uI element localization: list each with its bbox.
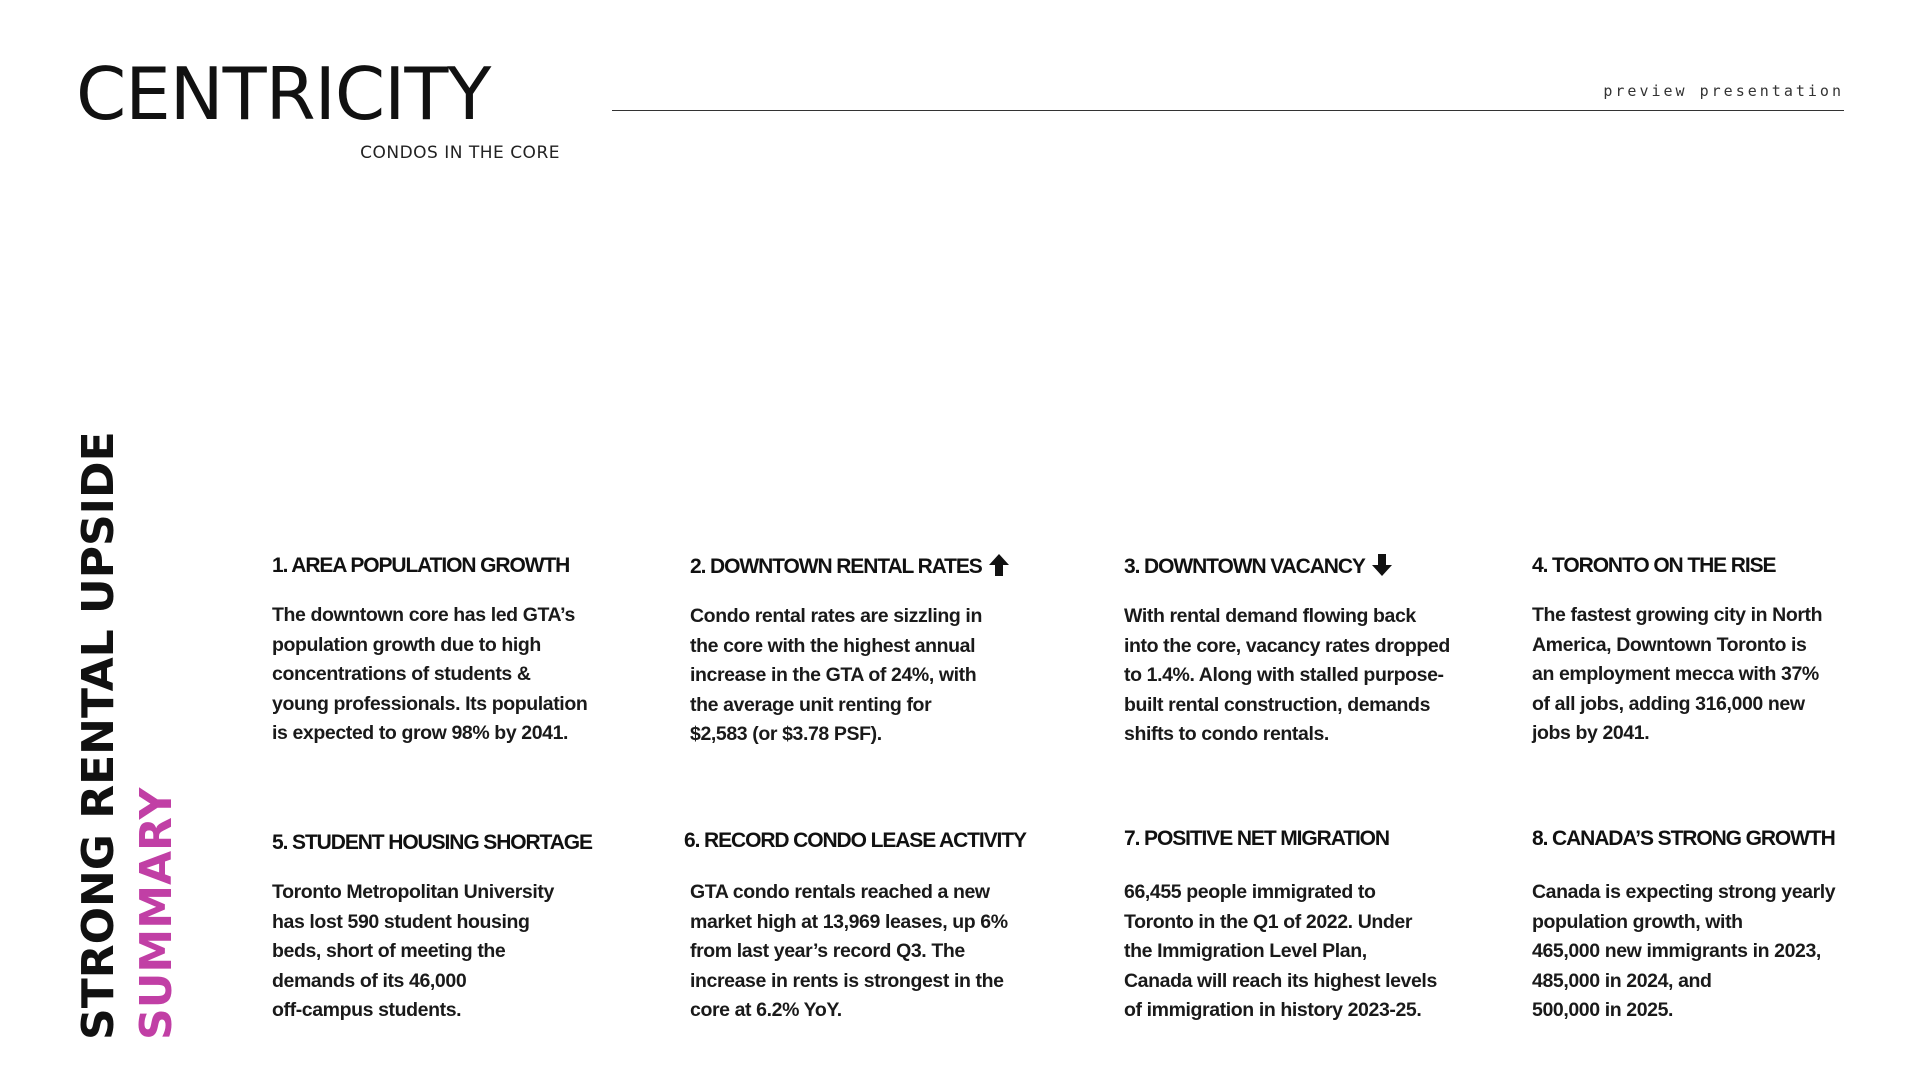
header-divider [612, 110, 1844, 111]
summary-item-vacancy [1124, 553, 1464, 750]
summary-item-toronto-rise [1532, 553, 1872, 749]
item-title: 7. POSITIVE NET MIGRATION [1124, 827, 1389, 850]
arrow-down-icon [1371, 553, 1393, 577]
item-title: 5. STUDENT HOUSING SHORTAGE [272, 831, 592, 854]
summary-item-student-housing [272, 830, 612, 1026]
item-body: The fastest growing city in North America, Downtown Toronto is an employment mecca with 37% of all jobs, adding 316,000 new jobs by 2041. [1532, 604, 1823, 744]
summary-item-net-migration [1124, 826, 1464, 1026]
item-body: 66,455 people immigrated to Toronto in the Q1 of 2022. Under the Immigration Level Plan, Canada will reach its highest levels of immigration in history 2023-25. [1124, 881, 1437, 1021]
item-body: Toronto Metropolitan University has lost 590 student housing beds, short of meeting the demands of its 46,000 off-campus students. [272, 881, 554, 1021]
preview-label: preview presentation [1603, 82, 1844, 100]
summary-item-population-growth [272, 553, 612, 749]
section-title-sub: SUMMARY [131, 787, 182, 1040]
section-title-main: STRONG RENTAL UPSIDE [73, 431, 124, 1040]
item-title: 2. DOWNTOWN RENTAL RATES [690, 553, 1030, 580]
brand-logo: CENTRICITY [76, 52, 491, 136]
item-title: 1. AREA POPULATION GROWTH [272, 554, 570, 577]
summary-item-rental-rates [690, 553, 1030, 750]
item-title: 8. CANADA’S STRONG GROWTH [1532, 827, 1835, 850]
item-title: 3. DOWNTOWN VACANCY [1124, 553, 1464, 580]
summary-item-canada-growth [1532, 826, 1872, 1026]
item-body: Condo rental rates are sizzling in the core with the highest annual increase in the GTA of 24%, with the average unit renting for $2,583 (or $3.78 PSF). [690, 605, 982, 745]
item-body: GTA condo rentals reached a new market high at 13,969 leases, up 6% from last year’s record Q3. The increase in rents is strongest in the core at 6.2% YoY. [690, 881, 1008, 1021]
arrow-up-icon [988, 553, 1010, 577]
brand-tagline: CONDOS IN THE CORE [360, 143, 560, 163]
item-body: The downtown core has led GTA’s population growth due to high concentrations of students & young professionals. Its population is expected to grow 98% by 2041. [272, 604, 588, 744]
item-body: Canada is expecting strong yearly population growth, with 465,000 new immigrants in 2023, 485,000 in 2024, and 500,000 in 2025. [1532, 881, 1836, 1021]
item-body: With rental demand flowing back into the core, vacancy rates dropped to 1.4%. Along with stalled purpose- built rental construction, demands shifts to condo rentals. [1124, 605, 1450, 745]
section-title [70, 431, 186, 1040]
summary-item-lease-activity [684, 828, 1024, 1026]
item-title: 6. RECORD CONDO LEASE ACTIVITY [684, 829, 1026, 852]
item-title: 4. TORONTO ON THE RISE [1532, 554, 1776, 577]
